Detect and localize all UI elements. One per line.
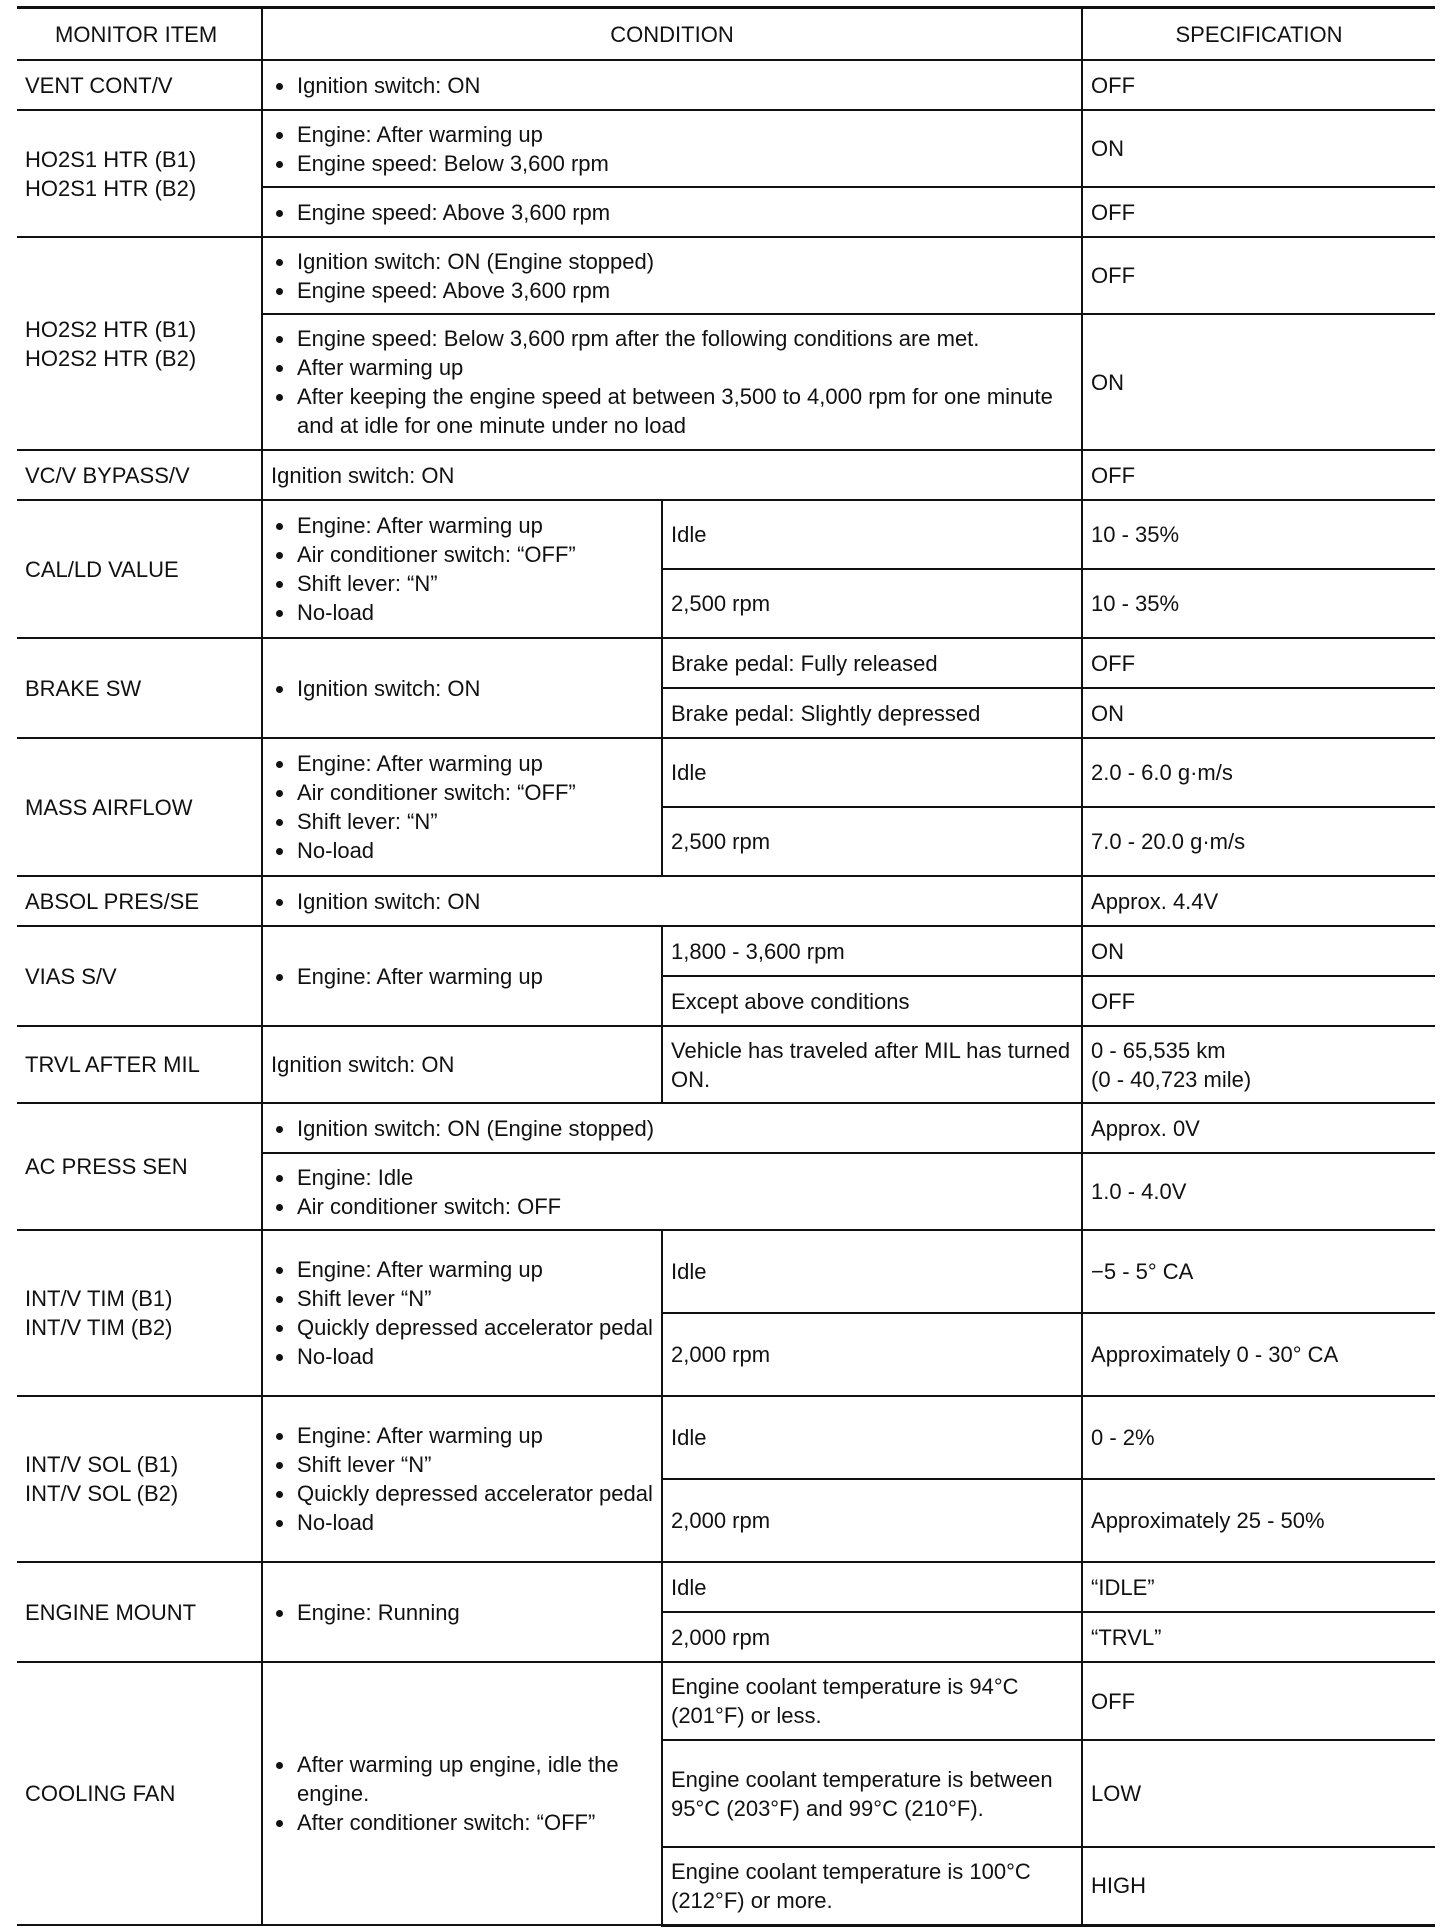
sub-condition-cell: Idle [662,1562,1082,1612]
specification-cell: OFF [1082,237,1435,314]
condition-bullet: Engine speed: Below 3,600 rpm after the following conditions are met. [271,324,1073,353]
table-row [17,110,1435,187]
condition-bullet: No-load [271,1508,653,1537]
condition-bullet: Shift lever “N” [271,1284,653,1313]
table-row [17,738,1435,807]
table-row [17,1396,1435,1479]
sub-condition-cell: Vehicle has traveled after MIL has turned ON. [662,1026,1082,1103]
condition-bullet: Engine: Idle [271,1163,1073,1192]
header-row [17,8,1435,61]
specification-cell: OFF [1082,976,1435,1026]
table-row [17,500,1435,569]
condition-cell [262,187,1082,237]
monitor-item-line: INT/V SOL (B1) [25,1452,179,1477]
condition-bullet: Engine speed: Below 3,600 rpm [271,149,1073,178]
specification-cell: ON [1082,926,1435,976]
sub-condition-cell: Idle [662,500,1082,569]
condition-bullet: Ignition switch: ON [271,887,1073,916]
condition-bullet: Shift lever: “N” [271,569,653,598]
condition-bullet: Engine: After warming up [271,120,1073,149]
specification-line: 0 - 65,535 km [1091,1037,1226,1063]
monitor-spec-table [17,6,1435,1927]
monitor-item: ENGINE MOUNT [17,1562,262,1662]
sub-condition-cell: 2,500 rpm [662,807,1082,876]
sub-condition-cell: 2,500 rpm [662,569,1082,638]
table-row [17,1230,1435,1313]
specification-cell: “IDLE” [1082,1562,1435,1612]
specification-cell: ON [1082,688,1435,738]
sub-condition-cell: Engine coolant temperature is 94°C (201°F) or less. [662,1662,1082,1740]
condition-bullet: Ignition switch: ON (Engine stopped) [271,1114,1073,1143]
sub-condition-cell: Engine coolant temperature is 100°C (212°F) or more. [662,1847,1082,1925]
table-row [17,237,1435,314]
specification-cell: HIGH [1082,1847,1435,1925]
condition-bullet: Engine: After warming up [271,749,653,778]
monitor-item-line: INT/V TIM (B1) [25,1286,173,1311]
sub-condition-cell: Idle [662,738,1082,807]
sub-condition-cell: Brake pedal: Fully released [662,638,1082,688]
condition-bullet: After warming up [271,353,1073,382]
monitor-item: VENT CONT/V [17,60,262,110]
condition-bullet: Engine speed: Above 3,600 rpm [271,198,1073,227]
table-row [17,60,1435,110]
specification-cell: OFF [1082,450,1435,500]
condition-bullet: Quickly depressed accelerator pedal [271,1313,653,1342]
specification-cell: LOW [1082,1740,1435,1847]
condition-bullet: Ignition switch: ON [271,71,1073,100]
specification-cell: 10 - 35% [1082,569,1435,638]
condition-cell [262,926,662,1026]
monitor-item-line: HO2S2 HTR (B2) [25,345,197,371]
monitor-item-line: HO2S1 HTR (B1) [25,146,197,172]
monitor-item: ABSOL PRES/SE [17,876,262,926]
condition-bullet: Engine: After warming up [271,511,653,540]
condition-bullet: No-load [271,1342,653,1371]
condition-bullet: Engine: Running [271,1598,653,1627]
condition-cell: Ignition switch: ON [262,1026,662,1103]
specification-cell: 1.0 - 4.0V [1082,1153,1435,1230]
table-row [17,876,1435,926]
monitor-item [17,110,262,237]
monitor-item: CAL/LD VALUE [17,500,262,638]
condition-cell [262,1662,662,1925]
condition-cell [262,1230,662,1396]
specification-cell: 10 - 35% [1082,500,1435,569]
sub-condition-cell: Idle [662,1230,1082,1313]
table-row [17,926,1435,976]
specification-cell: OFF [1082,638,1435,688]
condition-bullet: Engine: After warming up [271,1255,653,1284]
monitor-item [17,1230,262,1396]
specification-cell: −5 - 5° CA [1082,1230,1435,1313]
condition-bullet: Ignition switch: ON (Engine stopped) [271,247,1073,276]
monitor-item: COOLING FAN [17,1662,262,1925]
specification-cell: 0 - 2% [1082,1396,1435,1479]
specification-cell: OFF [1082,187,1435,237]
condition-cell [262,1396,662,1562]
sub-condition-cell: Idle [662,1396,1082,1479]
condition-bullet: Engine: After warming up [271,962,653,991]
condition-bullet: After warming up engine, idle the engine. [271,1750,653,1808]
sub-condition-cell: 2,000 rpm [662,1479,1082,1562]
table-row [17,1562,1435,1612]
monitor-item: VIAS S/V [17,926,262,1026]
header-specification: SPECIFICATION [1082,8,1435,61]
condition-bullet: Quickly depressed accelerator pedal [271,1479,653,1508]
monitor-item-line: INT/V SOL (B2) [25,1481,179,1506]
sub-condition-cell: 1,800 - 3,600 rpm [662,926,1082,976]
specification-cell [1082,1026,1435,1103]
condition-cell [262,1153,1082,1230]
specification-cell: 2.0 - 6.0 g·m/s [1082,738,1435,807]
condition-bullet: Shift lever “N” [271,1450,653,1479]
sub-condition-cell: Except above conditions [662,976,1082,1026]
condition-bullet: Air conditioner switch: OFF [271,1192,1073,1221]
condition-cell [262,1103,1082,1153]
monitor-item-line: HO2S2 HTR (B1) [25,316,197,342]
specification-line: (0 - 40,723 mile) [1091,1066,1252,1092]
monitor-item [17,1396,262,1562]
condition-bullet: Ignition switch: ON [271,674,653,703]
condition-bullet: After conditioner switch: “OFF” [271,1808,653,1837]
sub-condition-cell: Brake pedal: Slightly depressed [662,688,1082,738]
specification-cell: ON [1082,110,1435,187]
monitor-item: TRVL AFTER MIL [17,1026,262,1103]
condition-bullet: Air conditioner switch: “OFF” [271,540,653,569]
monitor-item-line: HO2S1 HTR (B2) [25,175,197,201]
table-row [17,450,1435,500]
condition-cell [262,1562,662,1662]
sub-condition-cell: 2,000 rpm [662,1612,1082,1662]
condition-bullet: No-load [271,836,653,865]
specification-cell: ON [1082,314,1435,450]
condition-cell [262,500,662,638]
table-row [17,638,1435,688]
condition-cell [262,110,1082,187]
condition-cell [262,638,662,738]
condition-bullet: No-load [271,598,653,627]
monitor-item [17,237,262,450]
condition-bullet: Engine: After warming up [271,1421,653,1450]
sub-condition-cell: 2,000 rpm [662,1313,1082,1396]
condition-cell [262,237,1082,314]
header-condition: CONDITION [262,8,1082,61]
condition-cell [262,876,1082,926]
sub-condition-cell: Engine coolant temperature is between 95°C (203°F) and 99°C (210°F). [662,1740,1082,1847]
table-row [17,1662,1435,1740]
condition-cell [262,738,662,876]
table-row [17,1026,1435,1103]
condition-cell: Ignition switch: ON [262,450,1082,500]
monitor-item-line: INT/V TIM (B2) [25,1315,173,1340]
header-monitor-item: MONITOR ITEM [17,8,262,61]
monitor-item: AC PRESS SEN [17,1103,262,1230]
condition-bullet: After keeping the engine speed at between 3,500 to 4,000 rpm for one minute and at idle for one minute under no load [271,382,1073,440]
specification-cell: Approx. 4.4V [1082,876,1435,926]
specification-cell: Approximately 0 - 30° CA [1082,1313,1435,1396]
monitor-item: VC/V BYPASS/V [17,450,262,500]
specification-cell: 7.0 - 20.0 g·m/s [1082,807,1435,876]
monitor-item: BRAKE SW [17,638,262,738]
condition-cell [262,60,1082,110]
specification-cell: “TRVL” [1082,1612,1435,1662]
monitor-item: MASS AIRFLOW [17,738,262,876]
specification-cell: OFF [1082,1662,1435,1740]
specification-cell: Approx. 0V [1082,1103,1435,1153]
table-row [17,1103,1435,1153]
specification-cell: OFF [1082,60,1435,110]
condition-bullet: Air conditioner switch: “OFF” [271,778,653,807]
condition-bullet: Engine speed: Above 3,600 rpm [271,276,1073,305]
specification-cell: Approximately 25 - 50% [1082,1479,1435,1562]
condition-bullet: Shift lever: “N” [271,807,653,836]
condition-cell [262,314,1082,450]
